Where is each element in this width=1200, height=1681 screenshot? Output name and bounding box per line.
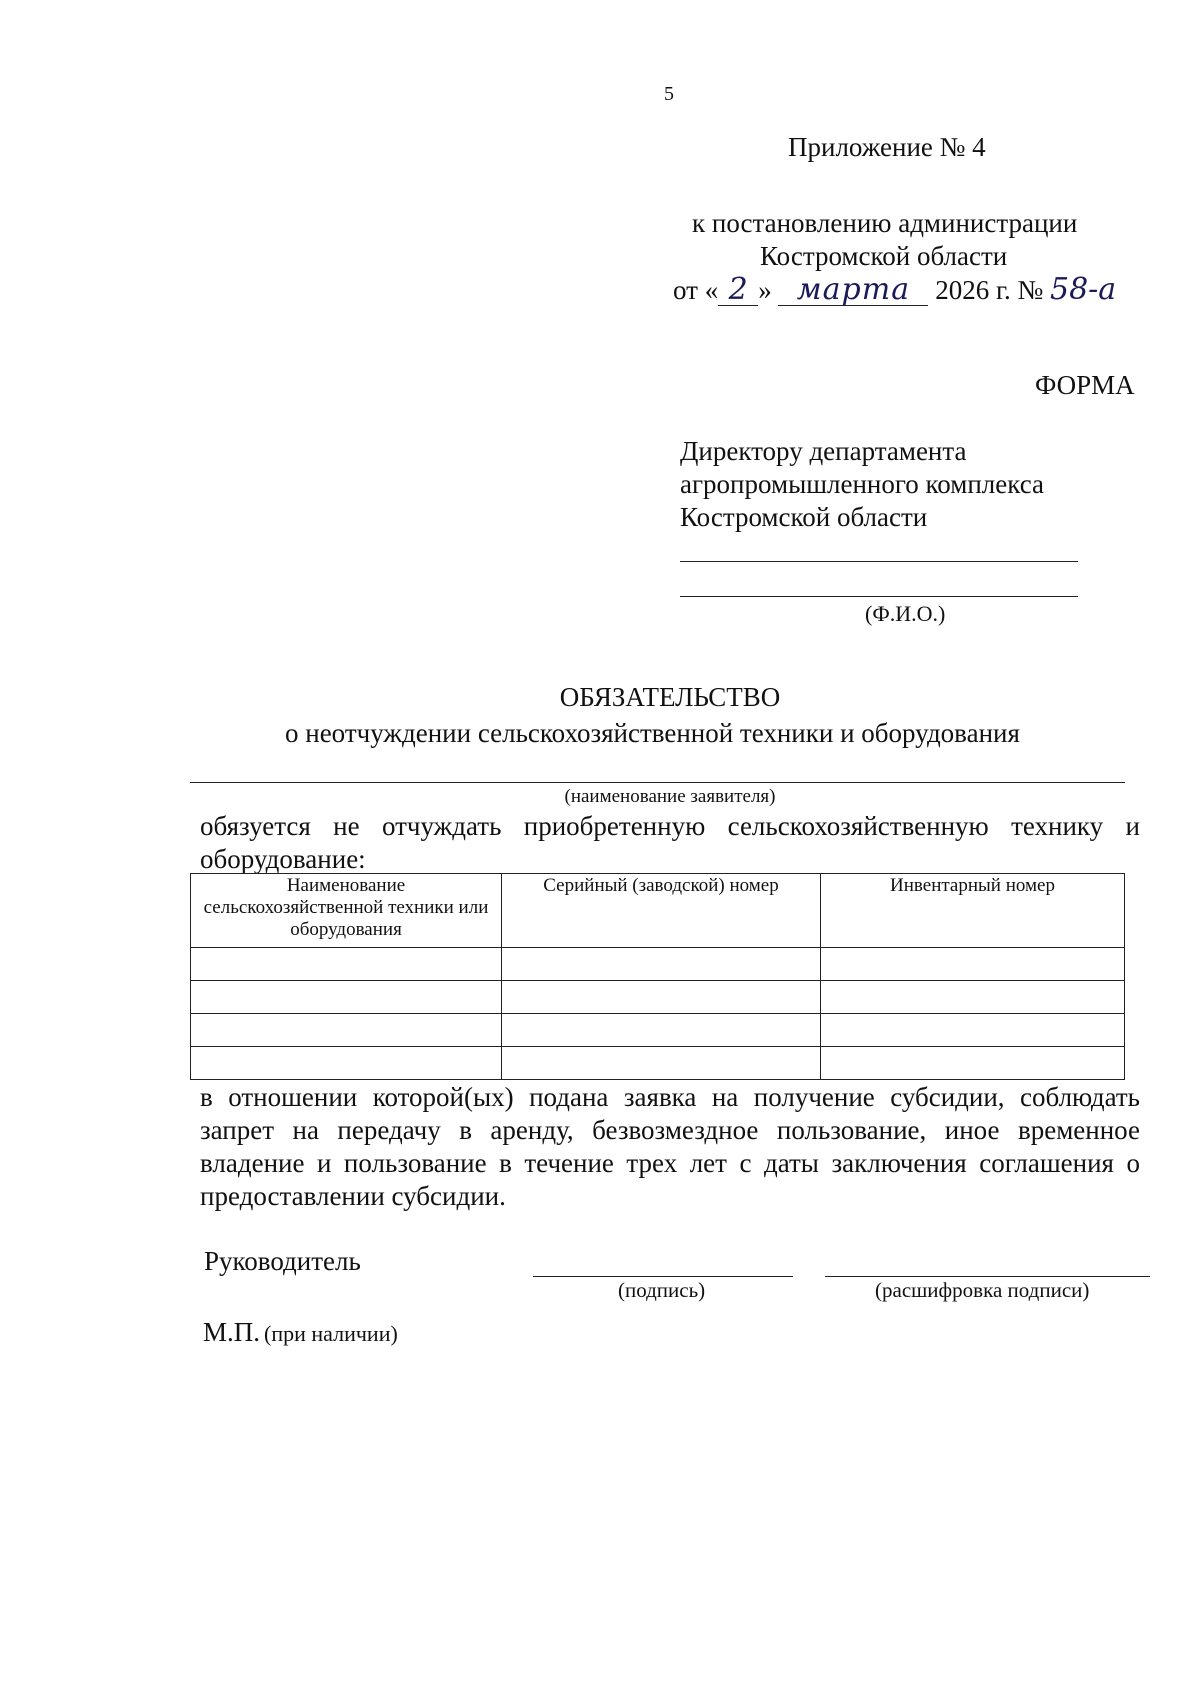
table-cell[interactable]: [821, 1014, 1125, 1047]
blank-line-signature-decode[interactable]: [825, 1276, 1150, 1277]
table-row: [191, 1014, 1125, 1047]
decree-date-line: [673, 272, 1130, 307]
obligation-text-line1: обязуется не отчуждать приобретенную сельскохозяйственную технику и: [200, 811, 1140, 841]
table-cell[interactable]: [821, 981, 1125, 1014]
blank-line-addressee-fio[interactable]: [680, 596, 1078, 597]
table-cell[interactable]: [502, 1047, 821, 1080]
table-cell[interactable]: [191, 948, 502, 981]
decree-reference-line1: к постановлению администрации: [692, 208, 1078, 238]
table-cell[interactable]: [821, 948, 1125, 981]
page-number: 5: [664, 83, 674, 105]
stamp-place: [203, 1317, 398, 1348]
handwritten-month: марта: [778, 275, 928, 306]
stamp-place-label: М.П.: [203, 1317, 261, 1347]
table-row: [191, 981, 1125, 1014]
obligation-conditions-paragraph: в отношении которой(ых) подана заявка на получение субсидии, соблюдать запрет на передачу в аренду, безвозмездное пользование, иное временное владение и пользование в течение трех лет с даты заключения соглашения о предоставлении субсидии.: [200, 1082, 1140, 1211]
table-cell[interactable]: [821, 1047, 1125, 1080]
table-cell[interactable]: [502, 948, 821, 981]
table-row: [191, 1047, 1125, 1080]
signature-caption: (подпись): [618, 1278, 706, 1302]
table-cell[interactable]: [191, 1014, 502, 1047]
decree-reference-line2: Костромской области: [760, 241, 1008, 271]
date-mid: »: [758, 275, 772, 305]
handwritten-decree-number: 58-а: [1050, 272, 1117, 307]
table-header-inventory: Инвентарный номер: [821, 874, 1125, 948]
blank-line-applicant-name[interactable]: [190, 782, 1125, 783]
form-label: ФОРМА: [1035, 370, 1135, 400]
table-cell[interactable]: [502, 981, 821, 1014]
stamp-place-note: (при наличии): [264, 1321, 398, 1346]
handwritten-day: 2: [718, 275, 758, 306]
table-cell[interactable]: [191, 1047, 502, 1080]
date-prefix: от «: [673, 275, 719, 305]
signatory-role: Руководитель: [204, 1246, 361, 1276]
table-row: [191, 948, 1125, 981]
blank-line-signature[interactable]: [533, 1276, 793, 1277]
addressee-line3: Костромской области: [680, 502, 928, 532]
table-header-name: Наименование сельскохозяйственной техники или оборудования: [191, 874, 502, 948]
addressee-line1: Директору департамента: [680, 436, 967, 466]
annex-title: Приложение № 4: [788, 132, 986, 162]
addressee-line2: агропромышленного комплекса: [680, 469, 1044, 499]
table-cell[interactable]: [191, 981, 502, 1014]
applicant-name-caption: (наименование заявителя): [564, 786, 776, 807]
table-cell[interactable]: [502, 1014, 821, 1047]
signature-decode-caption: (расшифровка подписи): [875, 1278, 1090, 1302]
fio-caption: (Ф.И.О.): [865, 601, 946, 626]
table-header-row: [191, 874, 1125, 948]
obligation-text-line2: оборудование:: [200, 844, 366, 874]
document-title: ОБЯЗАТЕЛЬСТВО: [559, 682, 781, 712]
table-header-serial: Серийный (заводской) номер: [502, 874, 821, 948]
blank-line-addressee-1[interactable]: [680, 561, 1078, 562]
document-subtitle: о неотчуждении сельскохозяйственной техники и оборудования: [285, 718, 1020, 748]
equipment-table: [190, 873, 1125, 1080]
date-year: 2026 г. №: [935, 275, 1044, 305]
